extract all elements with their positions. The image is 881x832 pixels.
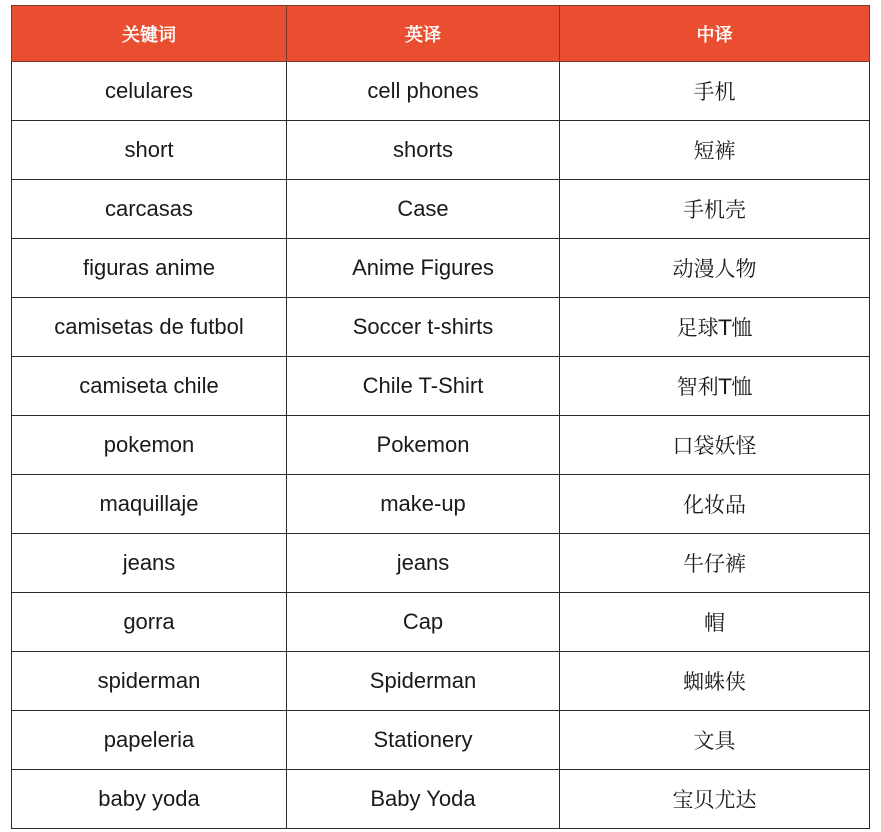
chinese-translation-cell: 手机	[560, 62, 870, 121]
table-row	[12, 534, 870, 593]
chinese-translation-cell: 足球T恤	[560, 298, 870, 357]
keyword-cell: jeans	[12, 534, 287, 593]
table-row	[12, 298, 870, 357]
table-row	[12, 416, 870, 475]
keyword-cell: baby yoda	[12, 770, 287, 829]
keyword-cell: spiderman	[12, 652, 287, 711]
english-translation-cell: Cap	[287, 593, 560, 652]
keyword-cell: carcasas	[12, 180, 287, 239]
header-row	[12, 6, 870, 62]
table-row	[12, 180, 870, 239]
keyword-cell: pokemon	[12, 416, 287, 475]
chinese-translation-cell: 动漫人物	[560, 239, 870, 298]
english-translation-cell: cell phones	[287, 62, 560, 121]
keyword-cell: figuras anime	[12, 239, 287, 298]
table-row	[12, 593, 870, 652]
english-translation-cell: Spiderman	[287, 652, 560, 711]
chinese-translation-cell: 宝贝尤达	[560, 770, 870, 829]
chinese-translation-cell: 短裤	[560, 121, 870, 180]
table-row	[12, 711, 870, 770]
chinese-translation-cell: 帽	[560, 593, 870, 652]
keyword-translation-table	[11, 5, 870, 829]
table-row	[12, 357, 870, 416]
chinese-translation-cell: 口袋妖怪	[560, 416, 870, 475]
keyword-cell: camiseta chile	[12, 357, 287, 416]
table-row	[12, 62, 870, 121]
english-translation-cell: Stationery	[287, 711, 560, 770]
table-row	[12, 475, 870, 534]
chinese-translation-cell: 蜘蛛侠	[560, 652, 870, 711]
chinese-translation-cell: 牛仔裤	[560, 534, 870, 593]
table-row	[12, 121, 870, 180]
english-translation-cell: jeans	[287, 534, 560, 593]
table-row	[12, 770, 870, 829]
english-translation-cell: Baby Yoda	[287, 770, 560, 829]
english-translation-cell: make-up	[287, 475, 560, 534]
english-translation-cell: Pokemon	[287, 416, 560, 475]
keyword-cell: camisetas de futbol	[12, 298, 287, 357]
english-translation-cell: shorts	[287, 121, 560, 180]
keyword-cell: papeleria	[12, 711, 287, 770]
keyword-cell: gorra	[12, 593, 287, 652]
keyword-cell: maquillaje	[12, 475, 287, 534]
chinese-translation-cell: 文具	[560, 711, 870, 770]
table-header	[12, 6, 870, 62]
english-translation-cell: Case	[287, 180, 560, 239]
header-english-translation: 英译	[287, 6, 560, 62]
table-row	[12, 652, 870, 711]
table-row	[12, 239, 870, 298]
chinese-translation-cell: 化妆品	[560, 475, 870, 534]
chinese-translation-cell: 智利T恤	[560, 357, 870, 416]
keyword-cell: short	[12, 121, 287, 180]
header-chinese-translation: 中译	[560, 6, 870, 62]
english-translation-cell: Anime Figures	[287, 239, 560, 298]
table-body	[12, 62, 870, 829]
english-translation-cell: Soccer t-shirts	[287, 298, 560, 357]
keyword-cell: celulares	[12, 62, 287, 121]
chinese-translation-cell: 手机壳	[560, 180, 870, 239]
header-keyword: 关键词	[12, 6, 287, 62]
english-translation-cell: Chile T-Shirt	[287, 357, 560, 416]
